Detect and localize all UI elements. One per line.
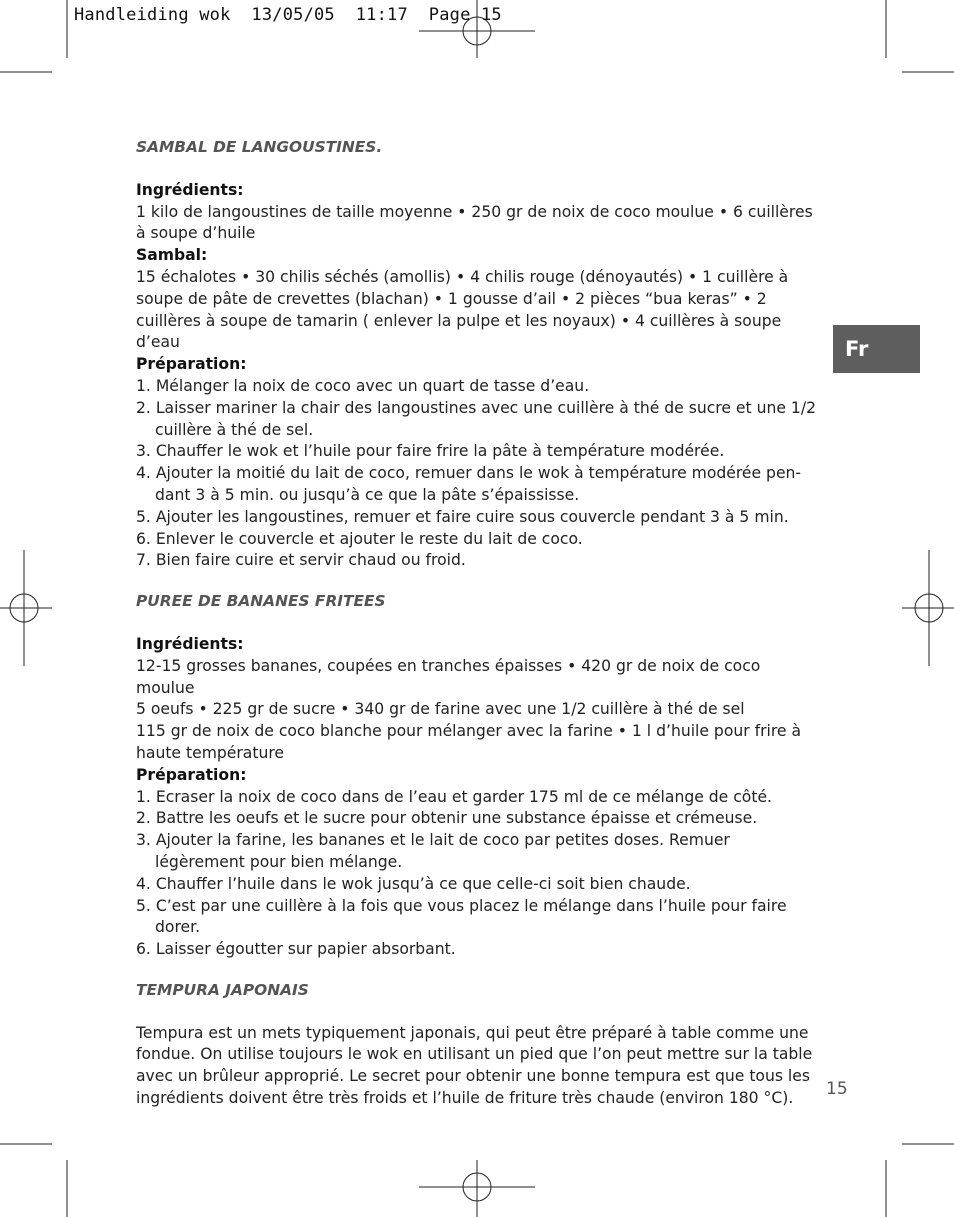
list-item: 3. Ajouter la farine, les bananes et le lait de coco par petites doses. Remuer légèrement pour bien mélange. [136,831,730,871]
preparation-heading: Préparation: [136,355,247,374]
ingredients-text: 1 kilo de langoustines de taille moyenne • 250 gr de noix de coco moulue • 6 cuillères à soupe d’huile [136,202,813,243]
ingredients-line: 12-15 grosses bananes, coupées en tranches épaisses • 420 gr de noix de coco moulue [136,656,761,697]
document-body [136,137,820,1110]
list-item: 6. Laisser égoutter sur papier absorbant. [136,940,456,959]
list-item: 5. Ajouter les langoustines, remuer et faire cuire sous couvercle pendant 3 à 5 min. [136,507,789,526]
registration-mark-right [902,550,954,666]
language-tab-label: Fr [845,337,869,361]
preparation-steps [136,376,820,572]
list-item: 7. Bien faire cuire et servir chaud ou froid. [136,551,466,570]
ingredients-line: 115 gr de noix de coco blanche pour mélanger avec la farine • 1 l d’huile pour frire à haute température [136,722,802,762]
tempura-text: Tempura est un mets typiquement japonais, qui peut être préparé à table comme une fondue. On utilise toujours le wok en utilisant un pied que l’on peut mettre sur la table avec un brûleur approprié. Le secret pour obtenir une bonne tempura est que tous les ingrédients doivent être très froids et l’huile de friture très chaude (environ 180 °C). [136,1023,813,1108]
list-item: 3. Chauffer le wok et l’huile pour faire frire la pâte à température modérée. [136,442,725,461]
recipe-title: SAMBAL DE LANGOUSTINES. [136,138,383,156]
sambal-text: 15 échalotes • 30 chilis séchés (amollis) • 4 chilis rouge (dénoyautés) • 1 cuillère à soupe de pâte de crevettes (blachan) • 1 gousse d’ail • 2 pièces “bua keras” • 2 cuillères à soupe de tamarin ( enlever la pulpe et les noyaux) • 4 cuillères à soupe d’eau [136,267,789,352]
recipe-title: TEMPURA JAPONAIS [136,980,309,999]
registration-mark-left [0,550,52,666]
sambal-heading: Sambal: [136,246,208,265]
list-item: 5. C’est par une cuillère à la fois que vous placez le mélange dans l’huile pour faire dorer. [136,896,787,937]
list-item: 1. Ecraser la noix de coco dans de l’eau et garder 175 ml de ce mélange de côté. [136,787,773,806]
list-item: 6. Enlever le couvercle et ajouter le reste du lait de coco. [136,529,583,548]
ingredients-heading: Ingrédients: [136,180,244,199]
preparation-heading: Préparation: [136,765,247,784]
list-item: 1. Mélanger la noix de coco avec un quart de tasse d’eau. [136,376,590,395]
language-tab [833,325,920,373]
list-item: 2. Laisser mariner la chair des langoustines avec une cuillère à thé de sucre et une 1/2 cuillère à thé de sel. [136,398,816,439]
list-item: 4. Ajouter la moitié du lait de coco, remuer dans le wok à température modérée pen-dant 3 à 5 min. ou jusqu’à ce que la pâte s’épaississe. [136,464,802,504]
list-item: 4. Chauffer l’huile dans le wok jusqu’à ce que celle-ci soit bien chaude. [136,874,691,893]
recipe-title: PUREE DE BANANES FRITEES [136,592,386,611]
ingredients-line: 5 oeufs • 225 gr de sucre • 340 gr de farine avec une 1/2 cuillère à thé de sel [136,700,745,719]
preparation-steps [136,787,820,961]
list-item: 2. Battre les oeufs et le sucre pour obtenir une substance épaisse et crémeuse. [136,809,758,828]
registration-mark-bottom [419,1160,535,1217]
page-number: 15 [826,1079,848,1099]
print-slug: Handleiding wok 13/05/05 11:17 Page 15 [74,5,502,25]
ingredients-heading: Ingrédients: [136,634,244,653]
